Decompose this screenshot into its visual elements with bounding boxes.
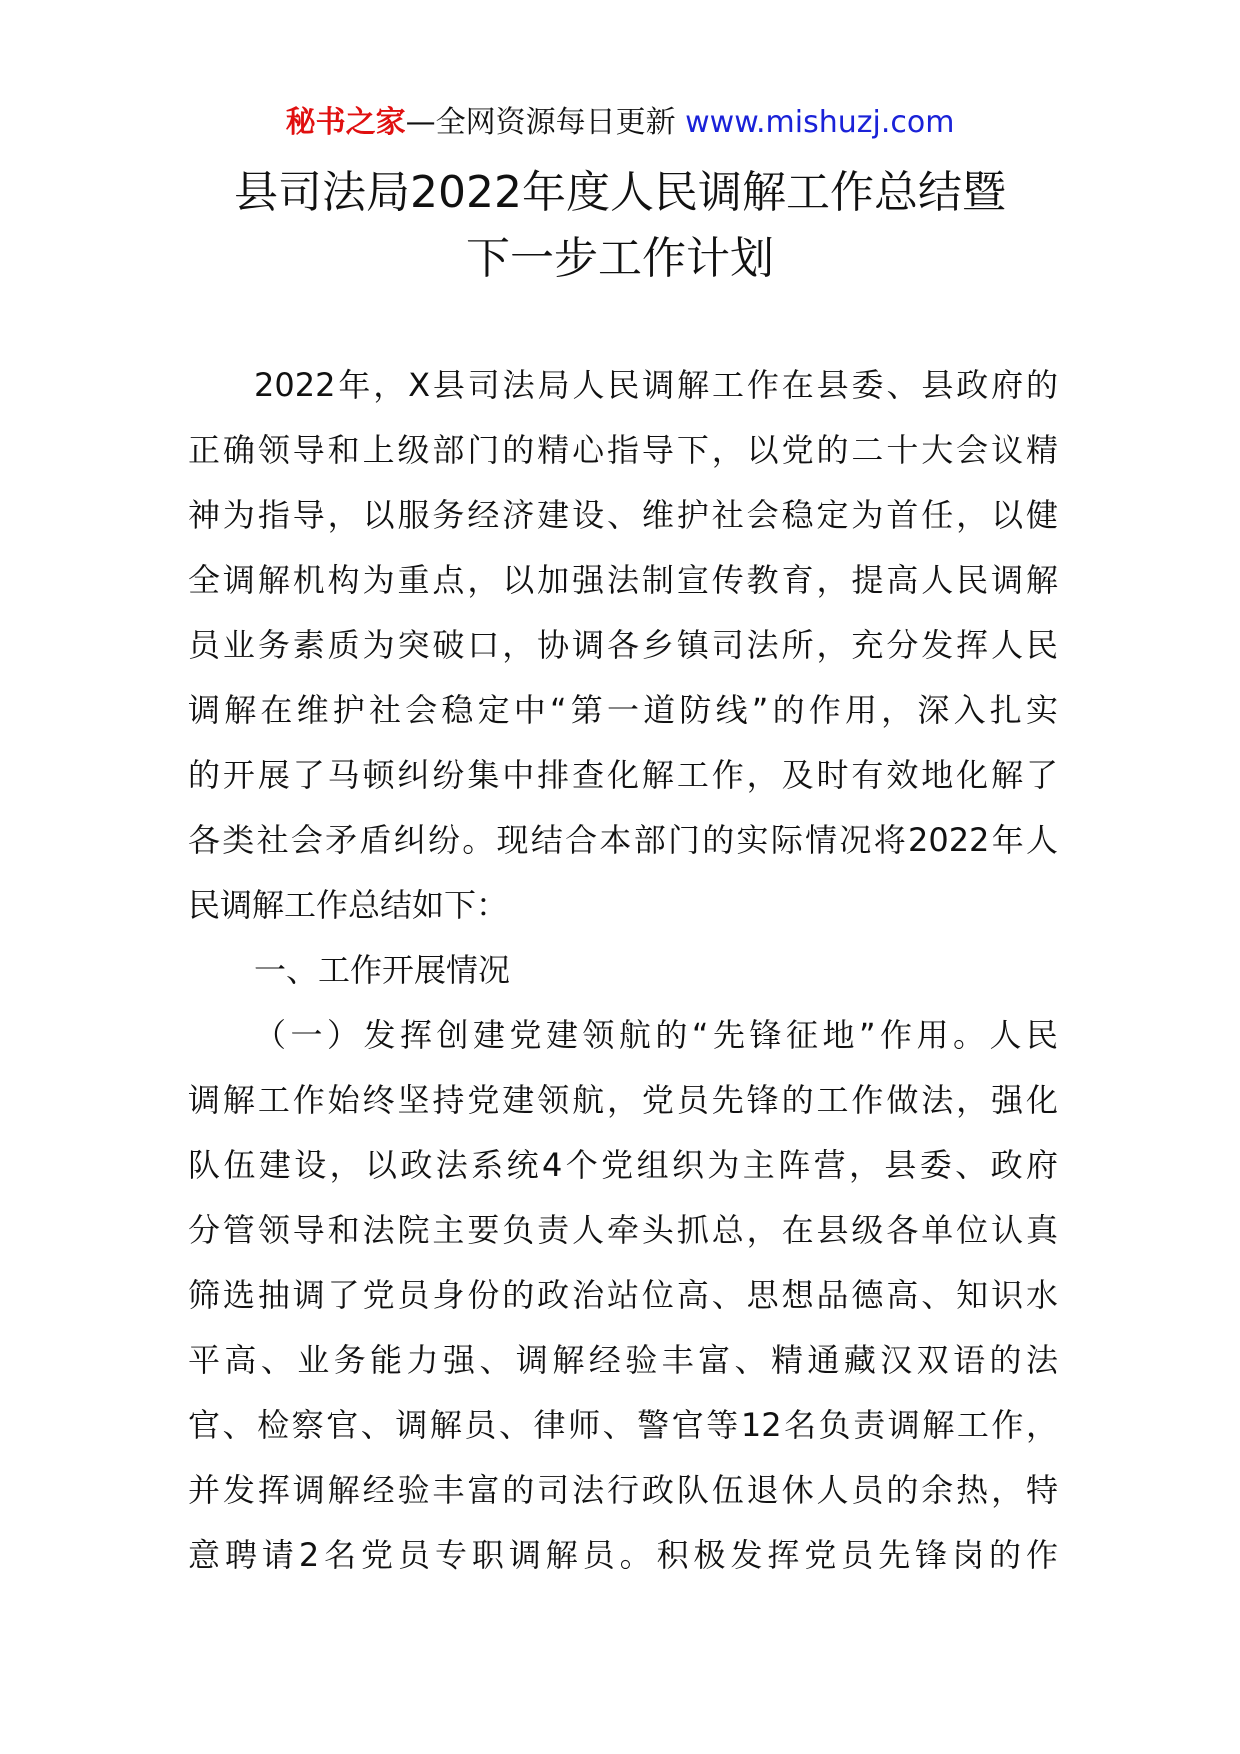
site-tagline: —全网资源每日更新 — [405, 105, 676, 140]
paragraph-line: 全调解机构为重点，以加强法制宣传教育，提高人民调解 — [188, 561, 1058, 599]
paragraph-line: 平高、业务能力强、调解经验丰富、精通藏汉双语的法 — [188, 1341, 1058, 1379]
paragraph-line: 筛选抽调了党员身份的政治站位高、思想品德高、知识水 — [188, 1276, 1058, 1314]
document-body — [188, 353, 1058, 1588]
section-heading: 一、工作开展情况 — [254, 951, 511, 989]
paragraph-line: 队伍建设，以政法系统4个党组织为主阵营，县委、政府 — [188, 1146, 1058, 1184]
paragraph-line: 官、检察官、调解员、律师、警官等12名负责调解工作， — [188, 1406, 1058, 1444]
paragraph-line: 分管领导和法院主要负责人牵头抓总，在县级各单位认真 — [188, 1211, 1058, 1249]
paragraph-line: 民调解工作总结如下： — [188, 886, 509, 924]
paragraph-line: （一）发挥创建党建领航的“先锋征地”作用。人民 — [254, 1016, 1058, 1054]
paragraph-line: 意聘请2名党员专职调解员。积极发挥党员先锋岗的作 — [188, 1536, 1058, 1574]
document-title-line-1: 县司法局2022年度人民调解工作总结暨 — [234, 167, 1006, 218]
paragraph-line: 神为指导，以服务经济建设、维护社会稳定为首任，以健 — [188, 496, 1058, 534]
paragraph-line: 并发挥调解经验丰富的司法行政队伍退休人员的余热，特 — [188, 1471, 1058, 1509]
paragraph-line: 2022年，X县司法局人民调解工作在县委、县政府的 — [254, 366, 1058, 404]
site-banner — [0, 103, 1240, 143]
paragraph-line: 调解工作始终坚持党建领航，党员先锋的工作做法，强化 — [188, 1081, 1058, 1119]
site-brand: 秘书之家 — [285, 105, 406, 140]
paragraph-line: 的开展了马顿纠纷集中排查化解工作，及时有效地化解了 — [188, 756, 1058, 794]
site-url-link[interactable]: www.mishuzj.com — [685, 105, 955, 140]
paragraph-line: 调解在维护社会稳定中“第一道防线”的作用，深入扎实 — [188, 691, 1058, 729]
paragraph-line: 正确领导和上级部门的精心指导下，以党的二十大会议精 — [188, 431, 1058, 469]
paragraph-line: 员业务素质为突破口，协调各乡镇司法所，充分发挥人民 — [188, 626, 1058, 664]
paragraph-line: 各类社会矛盾纠纷。现结合本部门的实际情况将2022年人 — [188, 821, 1058, 859]
document-title-line-2: 下一步工作计划 — [466, 233, 774, 284]
